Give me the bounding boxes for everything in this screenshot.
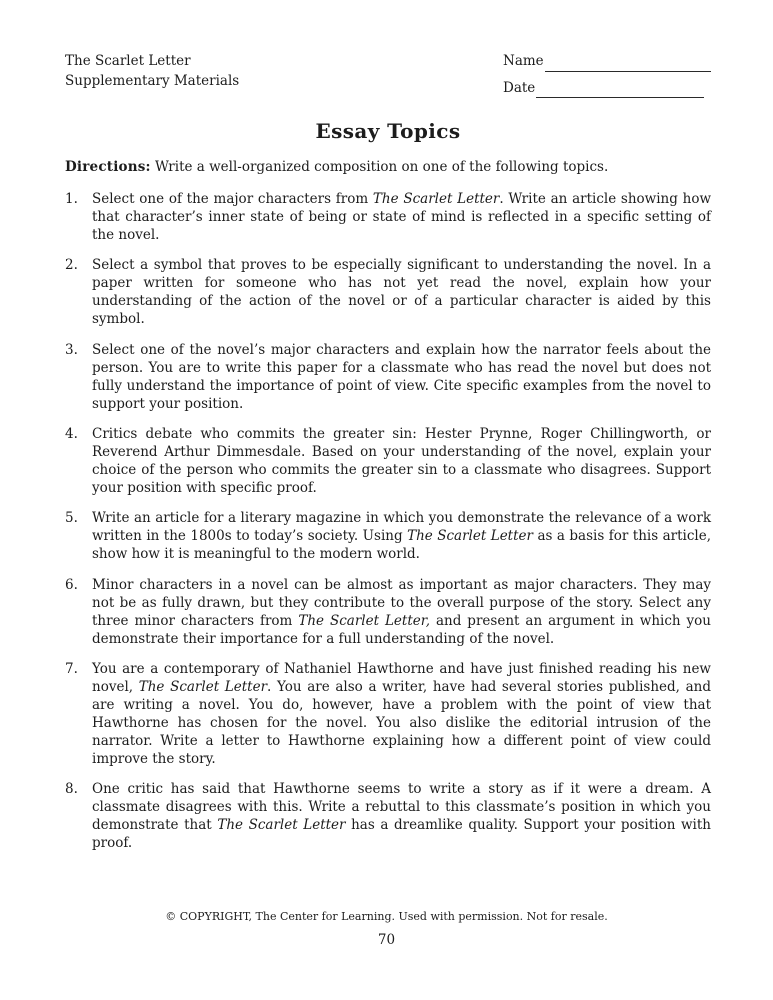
header-left-block (65, 52, 239, 91)
topic-number: 1. (65, 191, 78, 208)
essay-topics-list (65, 191, 711, 853)
directions-paragraph (65, 159, 711, 177)
page-title: Essay Topics (315, 119, 461, 144)
book-title-line: The Scarlet Letter (65, 53, 191, 69)
header-right-block (503, 52, 711, 105)
topic-text: You are a contemporary of Nathaniel Hawthorne and have just finished reading his new novel, The Scarlet Letter. You are also a writer, have had several stories published, and are writing a novel. You do, however, have a problem with the point of view that Hawthorne has chosen for the novel. You also dislike the editorial intrusion of the narrator. Write a letter to Hawthorne explaining how a different point of view could improve the story. (92, 661, 711, 767)
date-field-row (503, 79, 711, 99)
topic-number: 8. (65, 781, 78, 798)
essay-topic-item (65, 342, 711, 414)
topic-text: One critic has said that Hawthorne seems to write a story as if it were a dream. A classmate disagrees with this. Write a rebuttal to this classmate’s position in which you demonstrate that The Scarlet Letter has a dreamlike quality. Support your position with proof. (92, 781, 711, 852)
topic-text: Write an article for a literary magazine in which you demonstrate the relevance of a work written in the 1800s to today’s society. Using The Scarlet Letter as a basis for this article, show how it is meaningful to the modern world. (92, 510, 712, 563)
topic-number: 5. (65, 510, 78, 527)
essay-topic-item (65, 781, 711, 853)
topic-text: Select one of the major characters from The Scarlet Letter. Write an article showing how that character’s inner state of being or state of mind is reflected in a specific setting of the novel. (92, 191, 712, 243)
name-field-row (503, 52, 711, 72)
materials-line: Supplementary Materials (65, 72, 240, 89)
topic-number: 3. (65, 341, 78, 358)
essay-topic-item (65, 577, 711, 649)
essay-topic-item (65, 257, 711, 329)
topic-number: 7. (65, 661, 78, 678)
topic-number: 6. (65, 576, 78, 593)
date-blank-line (536, 83, 704, 98)
name-blank-line (545, 57, 711, 72)
essay-topic-item (65, 426, 711, 498)
date-label: Date (503, 79, 536, 96)
topic-text: Critics debate who commits the greater sin: Hester Prynne, Roger Chillingworth, or Reverend Arthur Dimmesdale. Based on your understanding of the novel, explain your choice of the person who commits the greater sin to a classmate who disagrees. Support your position with specific proof. (92, 426, 711, 496)
topic-text: Select one of the novel’s major characters and explain how the narrator feels about the person. You are to write this paper for a classmate who has read the novel but does not fully understand the importance of point of view. Cite specific examples from the novel to support your position. (92, 341, 711, 412)
directions-text: Write a well-organized composition on one of the following topics. (150, 159, 609, 176)
directions-label: Directions: (65, 159, 151, 176)
page-content (65, 52, 711, 866)
essay-topic-item (65, 661, 711, 769)
essay-topic-item (65, 510, 711, 564)
topic-text: Minor characters in a novel can be almost as important as major characters. They may not be as fully drawn, but they contribute to the overall purpose of the story. Select any three minor characters from The Scarlet Letter, and present an argument in which you demonstrate their importance for a full understanding of the novel. (92, 576, 711, 647)
name-label: Name (503, 53, 544, 69)
page-number: 70 (377, 932, 396, 948)
topic-number: 4. (65, 426, 78, 443)
topic-text: Select a symbol that proves to be especially significant to understanding the novel. In a paper written for someone who has not yet read the novel, explain how your understanding of the action of the novel or of a particular character is aided by this symbol. (92, 257, 711, 328)
document-header (65, 52, 711, 105)
essay-topic-item (65, 191, 711, 245)
copyright-notice: © COPYRIGHT, The Center for Learning. Used with permission. Not for resale. (165, 910, 608, 923)
topic-number: 2. (65, 257, 78, 274)
